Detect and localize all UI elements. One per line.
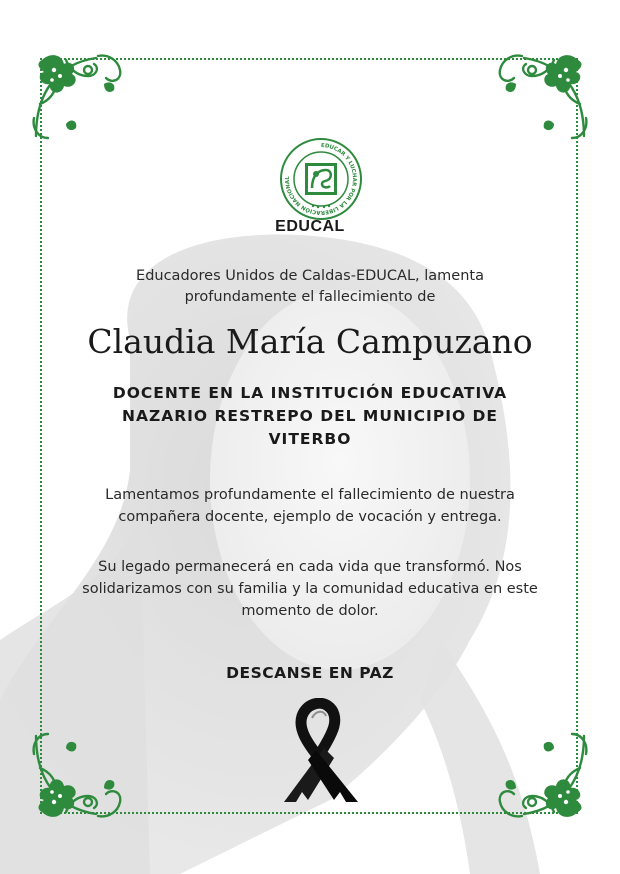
floral-ornament-icon bbox=[494, 44, 594, 144]
role-description bbox=[80, 382, 540, 451]
deceased-name: Claudia María Campuzano bbox=[87, 322, 533, 361]
floral-ornament-icon bbox=[26, 728, 126, 828]
role-line: NAZARIO RESTREPO DEL MUNICIPIO DE bbox=[122, 407, 498, 425]
logo-ring-text: EDUCAR Y LUCHAR POR LA LIBERACIÓN NACIONAL bbox=[284, 142, 357, 216]
organization-name: EDUCAL bbox=[275, 218, 345, 235]
floral-ornament-icon bbox=[494, 728, 594, 828]
intro-text: Educadores Unidos de Caldas-EDUCAL, lamenta profundamente el fallecimiento de bbox=[136, 268, 484, 305]
tribute-paragraph: Lamentamos profundamente el fallecimiento de nuestra compañera docente, ejemplo de vocación y entrega. bbox=[105, 487, 515, 525]
role-line: VITERBO bbox=[268, 430, 352, 448]
closing-text: DESCANSE EN PAZ bbox=[226, 664, 394, 682]
floral-ornament-icon bbox=[26, 44, 126, 144]
mourning-ribbon-icon bbox=[276, 698, 366, 810]
role-line: DOCENTE EN LA INSTITUCIÓN EDUCATIVA bbox=[112, 384, 508, 402]
educal-emblem-icon bbox=[278, 136, 364, 222]
condolence-paragraph: Su legado permanecerá en cada vida que transformó. Nos solidarizamos con su familia y la comunidad educativa en este momento de dolor. bbox=[82, 559, 538, 619]
